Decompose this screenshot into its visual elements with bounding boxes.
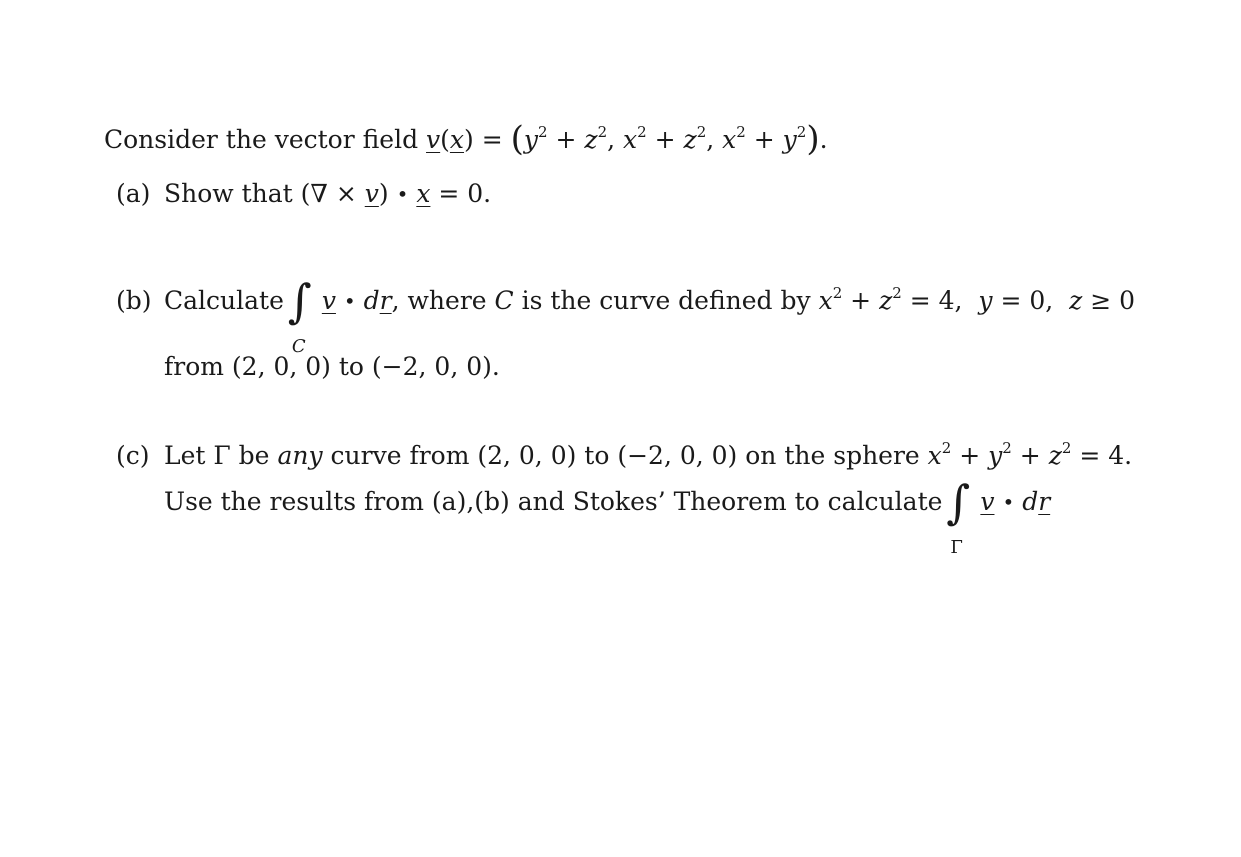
part-b-v: v [321, 286, 336, 315]
part-a: (a) Show that (∇ × v) • x = 0. [116, 179, 492, 208]
part-a-label: (a) [116, 179, 151, 208]
intro-line: Consider the vector field $v(x) = (y^2 + z^2$, $x^2 + z^2$, $x^2 + y^2$). [104, 119, 828, 159]
part-b-label: (b) [116, 286, 152, 315]
vector-field-formula: ($y^2 + z^2$, $x^2 + z^2$, $x^2 + y^2$). [510, 119, 828, 159]
part-a-v: v [364, 179, 379, 208]
intro-prefix: Consider the vector field [104, 125, 427, 154]
part-b-from: from (2, 0, 0) to (−2, 0, 0). [164, 352, 500, 381]
emphasis-any: any [277, 441, 323, 470]
part-a-x: x [416, 179, 431, 208]
part-c-label: (c) [116, 441, 150, 470]
part-c-line2: Use the results from (a),(b) and Stokes’ Theorem to calculate∫ Γ v • dr [164, 475, 1051, 558]
part-c: (c) Let Γ be any curve from (2, 0, 0) to (−2, 0, 0) on the sphere $x^2 + y^2 + z^2 = 4$. [116, 439, 1133, 470]
vector-x: x [449, 125, 465, 154]
line-integral-sign-gamma: ∫ Γ [946, 475, 971, 558]
part-b-text: Calculate [164, 286, 284, 315]
line-integral-sign: ∫ C [287, 274, 312, 357]
vector-v: v [426, 125, 441, 154]
integral-subscript-gamma: Γ [950, 537, 963, 558]
equals-sign: = [473, 125, 511, 154]
curve-equations: $x^2 + z^2 = 4$, y = 0, z ≥ 0 [818, 284, 1136, 315]
part-a-text: Show that (∇ × [164, 179, 365, 208]
part-b: (b) Calculate∫ C v • dr, where C is the curve defined by $x^2 + z^2 = 4$, y = 0, z ≥ 0 [116, 274, 1136, 357]
sphere-equation: $x^2 + y^2 + z^2 = 4$. [927, 439, 1133, 470]
dot-operator: • [396, 182, 409, 206]
integral-subscript-c: C [291, 336, 306, 357]
